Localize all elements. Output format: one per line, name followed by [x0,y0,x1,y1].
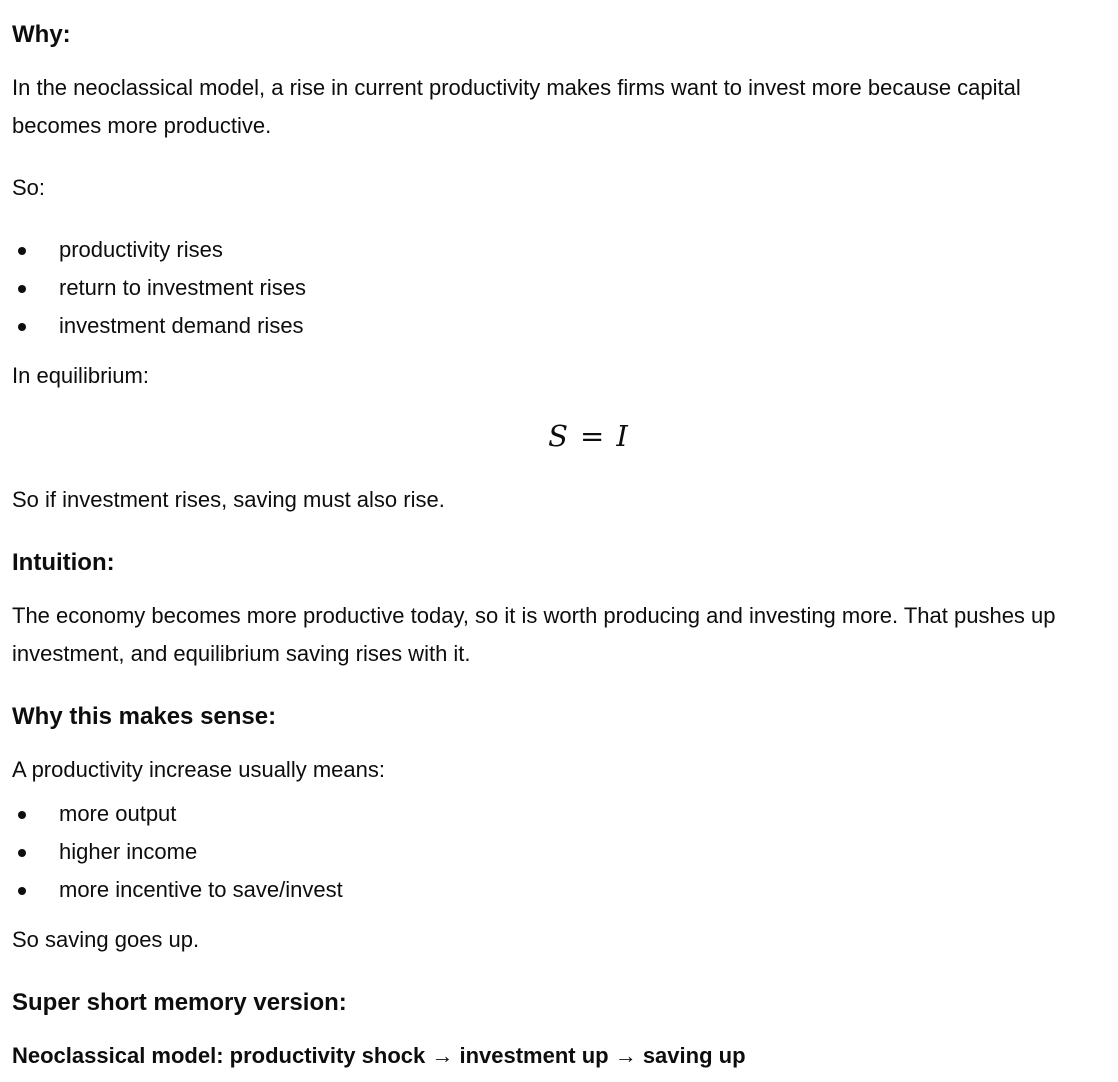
list-item-text: return to investment rises [59,275,306,300]
bullet-icon [18,849,26,857]
paragraph-why: In the neoclassical model, a rise in current productivity makes firms want to invest more because capital becomes more productive. [12,75,1021,138]
conclusion-why-sense: So saving goes up. [12,927,200,952]
equation-right: I [616,419,628,453]
bullet-icon [18,323,26,331]
heading-why-sense: Why this makes sense: [12,703,277,730]
bullet-icon [18,285,26,293]
bullet-icon [18,247,26,255]
heading-intuition: Intuition: [12,549,115,576]
list-item-text: investment demand rises [59,313,304,338]
equation [12,418,1118,454]
bullet-icon [18,887,26,895]
list-item-text: more output [59,801,177,826]
conclusion-why: So if investment rises, saving must also rise. [12,487,445,512]
equilibrium-label: In equilibrium: [12,363,149,388]
bullet-icon [18,811,26,819]
heading-why: Why: [12,21,71,48]
equation-operator: = [580,419,605,453]
list-item-text: productivity rises [59,237,223,262]
paragraph-intuition: The economy becomes more productive today, so it is worth producing and investing more. That pushes up investment, and equilibrium saving rises with it. [12,603,1056,666]
heading-memory: Super short memory version: [12,989,347,1016]
intro-why-sense: A productivity increase usually means: [12,757,385,782]
equation-left: S [548,419,569,453]
memory-summary: Neoclassical model: productivity shock → investment up → saving up [12,1043,746,1068]
list-item-text: higher income [59,839,198,864]
so-label: So: [12,175,46,200]
list-item-text: more incentive to save/invest [59,877,343,902]
